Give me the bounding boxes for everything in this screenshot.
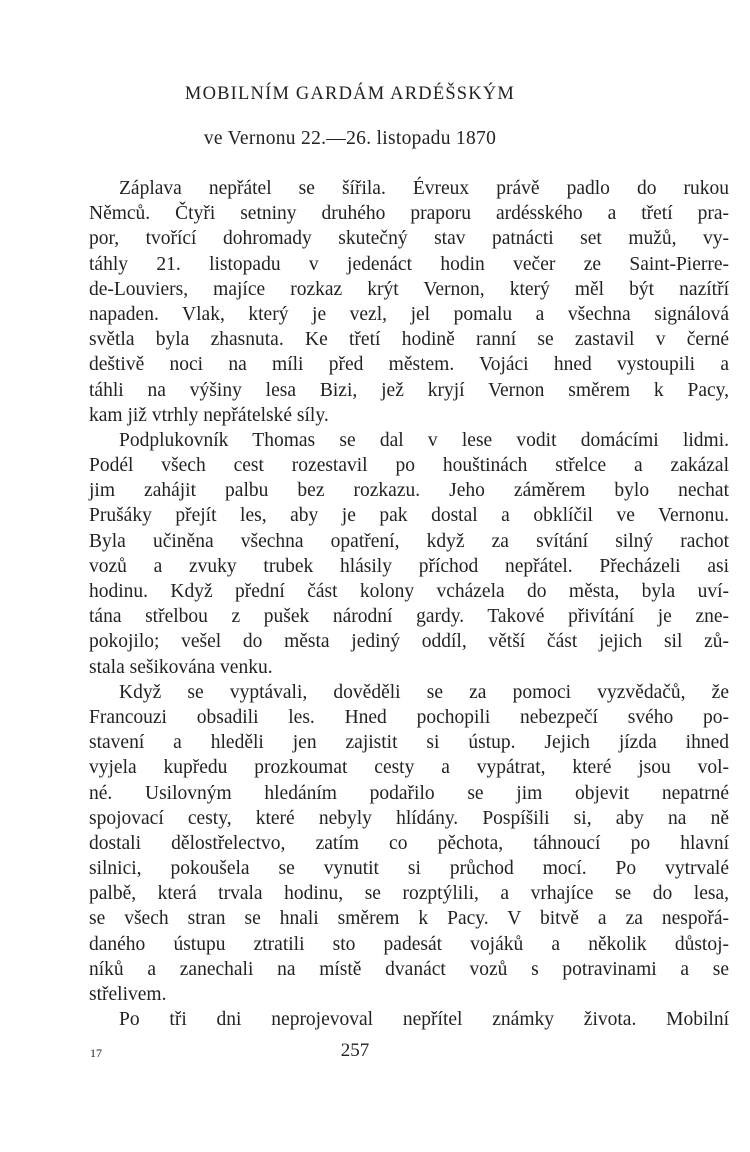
- text-line: pokojilo; vešel do města jediný oddíl, větší část jejich sil zů-: [89, 631, 729, 653]
- paragraph: [89, 1007, 729, 1032]
- paragraph: [89, 428, 729, 680]
- text-line: de-Louviers, majíce rozkaz krýt Vernon, který měl být nazítří: [89, 278, 729, 300]
- text-line: táhli na výšiny lesa Bizi, jež kryjí Vernon směrem k Pacy,: [89, 379, 729, 401]
- text-line: Francouzi obsadili les. Hned pochopili nebezpečí svého po-: [89, 706, 729, 728]
- body-text: [89, 176, 729, 1032]
- text-line: se všech stran se hnali směrem k Pacy. V bitvě a za nespořá-: [89, 908, 729, 930]
- paragraph: [89, 176, 729, 428]
- text-line: Po tři dni neprojevoval nepřítel známky života. Mobilní: [119, 1009, 729, 1031]
- text-line: světla byla zhasnuta. Ke třetí hodině ranní se zastavil v černé: [89, 329, 729, 351]
- text-line: hodinu. Když přední část kolony vcházela do města, byla uví-: [89, 581, 729, 602]
- text-line: napaden. Vlak, který je vezl, jel pomalu a všechna signálová: [89, 303, 729, 325]
- text-line: silnici, pokoušela se vynutit si průchod mocí. Po vytrvalé: [89, 858, 729, 880]
- text-line: deštivě noci na míli před městem. Vojáci hned vystoupili a: [89, 354, 729, 376]
- text-line: stala sešikována venku.: [89, 656, 273, 678]
- text-line: táhly 21. listopadu v jedenáct hodin večer ze Saint-Pierre-: [89, 253, 729, 275]
- paragraph: [89, 680, 729, 1007]
- text-line: Záplava nepřátel se šířila. Évreux právě padlo do rukou: [119, 178, 729, 199]
- chapter-subtitle: ve Vernonu 22.—26. listopadu 1870: [203, 128, 497, 149]
- text-line: stavení a hleděli jen zajistit si ústup. Jejich jízda ihned: [89, 732, 729, 754]
- page-number: 257: [340, 1040, 370, 1061]
- text-line: Němců. Čtyři setniny druhého praporu ardésského a třetí pra-: [89, 203, 729, 225]
- text-line: kam již vtrhly nepřátelské síly.: [89, 404, 329, 426]
- text-line: Když se vyptávali, dověděli se za pomoci vyzvědačů, že: [119, 681, 729, 703]
- text-line: dostali dělostřelectvo, zatím co pěchota, táhnoucí po hlavní: [89, 832, 729, 854]
- chapter-title: MOBILNÍM GARDÁM ARDÉŠSKÝM: [184, 84, 516, 104]
- text-line: vyjela kupředu prozkoumat cesty a vypátrat, které jsou vol-: [89, 757, 729, 779]
- text-line: palbě, která trvala hodinu, se rozptýlili, a vrhajíce se do lesa,: [89, 883, 729, 905]
- text-line: níků a zanechali na místě dvanáct vozů s potravinami a se: [89, 958, 729, 980]
- text-line: né. Usilovným hledáním podařilo se jim objevit nepatrné: [89, 782, 729, 804]
- text-line: spojovací cesty, které nebyly hlídány. Pospíšili si, aby na ně: [89, 807, 729, 829]
- text-line: Podplukovník Thomas se dal v lese vodit domácími lidmi.: [119, 429, 729, 451]
- text-line: Podél všech cest rozestavil po houštinách střelce a zakázal: [89, 455, 729, 477]
- text-line: daného ústupu ztratili sto padesát vojáků a několik důstoj-: [89, 933, 729, 955]
- text-line: tána střelbou z pušek národní gardy. Takové přivítání je zne-: [89, 606, 729, 628]
- text-line: jim zahájit palbu bez rozkazu. Jeho záměrem bylo nechat: [89, 480, 729, 502]
- text-line: por, tvořící dohromady skutečný stav patnácti set mužů, vy-: [89, 228, 729, 250]
- signature-mark: 17: [90, 1046, 102, 1060]
- text-line: vozů a zvuky trubek hlásily příchod nepřátel. Přecházeli asi: [89, 555, 729, 577]
- text-line: Byla učiněna všechna opatření, když za svítání silný rachot: [89, 530, 729, 552]
- text-line: Prušáky přejít les, aby je pak dostal a obklíčil ve Vernonu.: [89, 505, 729, 527]
- text-line: střelivem.: [89, 984, 167, 1005]
